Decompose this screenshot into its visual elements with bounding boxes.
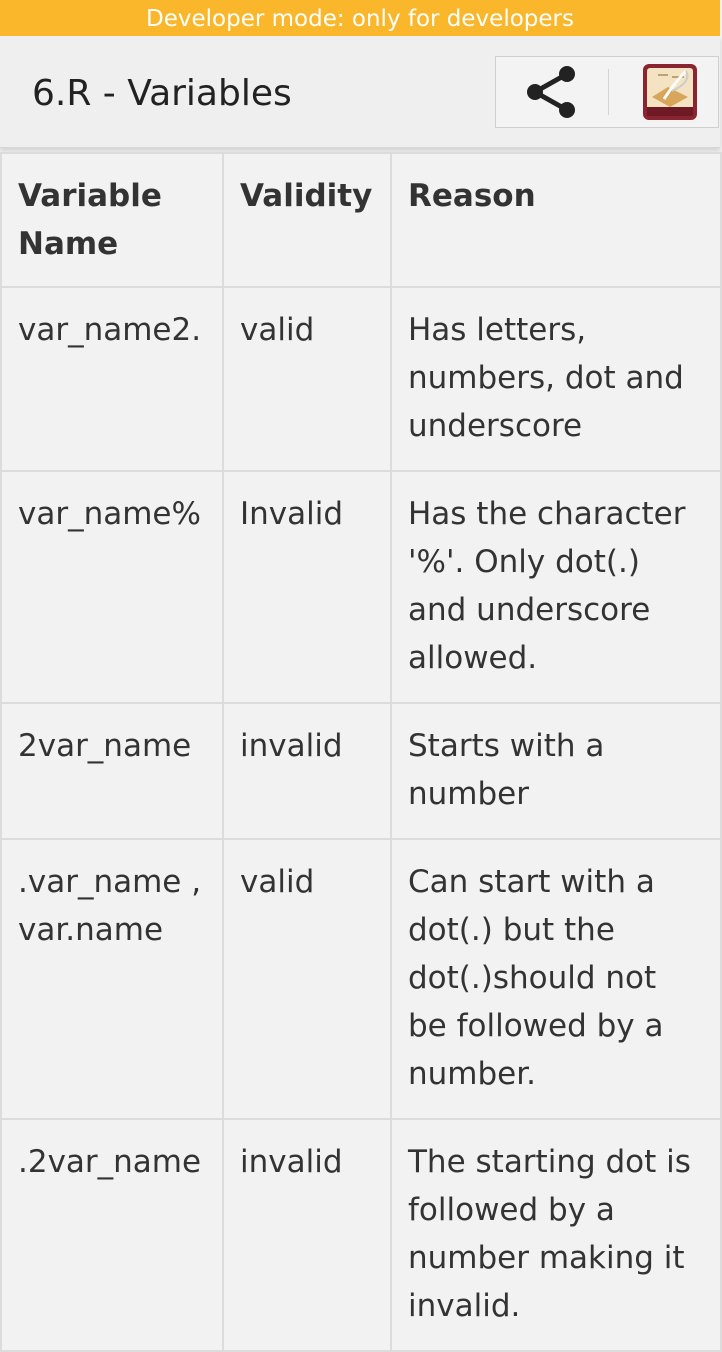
header-validity: Validity [223,153,391,287]
validity-cell: invalid [223,1119,391,1351]
table-header-row [1,153,721,287]
table-row [1,1119,721,1351]
app-icon-button[interactable] [620,57,720,127]
app-bar [0,36,720,148]
header-reason: Reason [391,153,721,287]
developer-mode-banner [0,0,720,36]
variable-name-cell: 2var_name [1,703,223,839]
variables-table [0,152,722,1352]
validity-cell: invalid [223,703,391,839]
reason-cell: Has the character '%'. Only dot(.) and underscore allowed. [391,471,721,703]
table-row [1,839,721,1119]
developer-mode-text: Developer mode: only for developers [146,6,574,32]
header-variable-name: Variable Name [1,153,223,287]
share-icon [525,64,577,120]
reason-cell: Can start with a dot(.) but the dot(.)should not be followed by a number. [391,839,721,1119]
validity-cell: valid [223,287,391,471]
action-group [495,56,719,128]
action-divider [608,69,609,115]
variable-name-cell: var_name% [1,471,223,703]
reason-cell: Has letters, numbers, dot and underscore [391,287,721,471]
share-button[interactable] [496,57,606,127]
variable-name-cell: .2var_name [1,1119,223,1351]
table-row [1,703,721,839]
reason-cell: The starting dot is followed by a number making it invalid. [391,1119,721,1351]
validity-cell: valid [223,839,391,1119]
variable-name-cell: .var_name , var.name [1,839,223,1119]
reason-cell: Starts with a number [391,703,721,839]
page-title: 6.R - Variables [32,73,292,114]
content-scroll-area[interactable] [0,152,720,1324]
validity-cell: Invalid [223,471,391,703]
variable-name-cell: var_name2. [1,287,223,471]
book-quill-icon [642,63,698,121]
table-row [1,287,721,471]
table-row [1,471,721,703]
